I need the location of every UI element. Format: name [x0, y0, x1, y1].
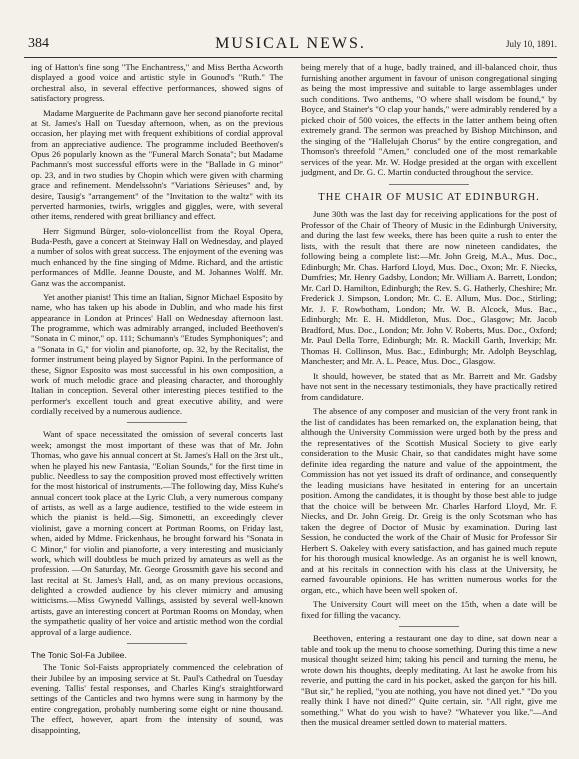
right-column	[301, 62, 557, 732]
section-subheading: The Tonic Sol-Fa Jubilee.	[31, 649, 127, 660]
publication-title: MUSICAL NEWS.	[215, 35, 366, 52]
page-header	[24, 36, 557, 56]
paragraph: The absence of any composer and musician of the very front rank in the list of candidates has been remarked on, the explanation being, that although the University Commission were urged both by the press and the representatives of the Scottish Musical Society to give early consideration to the Music Chair, so that candidates might have some definite idea regarding the nature and value of the appointment, the Commission has not yet issued its draft of ordinance, and consequently the leading musicians have hesitated in entering for an uncertain position. Among the candidates, it is thought by those best able to judge that the choice will be between Mr. Charles Harford Lloyd, Mr. F. Niecks, and Dr. John Greig. Dr. Greig is the only Scotsman who has taken the degree of Doctor of Music by examination. During last Session, he conducted the work of the Chair of Music for Professor Sir Herbert S. Oakeley with every satisfaction, and has gained much repute for his thorough musical knowledge. As an organist he is well known, and at his recitals in connection with his class at the University, he earned favourable opinions. He has written numerous works for the organ, etc., which have been well spoken of.	[301, 406, 557, 595]
paragraph: June 30th was the last day for receiving applications for the post of Professor of the Chair of Theory of Music in the Edinburgh University, and during the last few weeks, there has been quite a rush to enter the lists, with the result that there are now nineteen candidates, the following being a complete list:—Mr. John Greig, M.A., Mus. Doc., Edinburgh; Mr. Chas. Harford Lloyd, Mus. Doc., Oxon; Mr. F. Niecks, Dumfries; Mr. Henry Gadsby, London; Mr. William A. Barrett, London; Mr. Carl D. Hamilton, Edinburgh; the Rev. S. G. Hatherly, Cheshire; Mr. Frederick J. Simpson, London; Mr. C. E. Allum, Mus. Doc., Stirling; Mr. J. F. Rowbotham, London; Mr. W. B. Alcock, Mus. Bac., Edinburgh; Mr. E. H. Middleton, Mus. Doc., Glasgow; Mr. Jacob Bradford, Mus. Doc., London; Mr. John V. Roberts, Mus. Doc., Oxford; Mr. Paul Della Torre, Edinburgh; Mr. R. Mackill Garth, Inverkip; Mr. Thomas H. Collinson, Mus. Bac., Edinburgh; Mr. Adolph Beyschlag, Manchester; and Mr. A. L. Peace, Mus. Doc., Glasgow.	[301, 209, 557, 366]
section-heading: THE CHAIR OF MUSIC AT EDINBURGH.	[318, 191, 540, 203]
paragraph: The Tonic Sol-Faists appropriately commenced the celebration of their Jubilee by an imposing service at St. Paul's Cathedral on Tuesday evening. Tallis' festal responses, and Charles King's straightforward settings of the Canticles and two hymns were sung in harmony by the entire congregation, probably numbering some eight or nine thousand. The effect, however, apart from the intensity of sound, was disappointing,	[31, 662, 283, 735]
page-number: 384	[28, 36, 49, 51]
paragraph: The University Court will meet on the 15th, when a date will be fixed for filling the vacancy.	[301, 599, 557, 620]
paragraph: It should, however, be stated that as Mr. Barrett and Mr. Gadsby have not sent in the necessary testimonials, they have practically retired from candidature.	[301, 370, 557, 402]
paragraph: Beethoven, entering a restaurant one day to dine, sat down near a table and took up the menu to choose something. During this time a new musical thought seized him; taking his pencil and turning the menu, he wrote down his thoughts, deeply meditating. At last he awoke from his reverie, and putting the card in his pocket, asked the garçon for his bill. "But sir," he replied, "you ate nothing, you have not dined yet." "Do you really think I have not dined?" Quite certain, sir. "All right, give me something." What do you wish to have? "Whatever you like."—And then the musical dreamer settled down to material matters.	[301, 633, 557, 727]
divider	[127, 643, 187, 644]
divider	[127, 422, 187, 423]
header-rule	[24, 57, 557, 58]
paragraph: Yet another pianist! This time an Italian, Signor Michael Esposito by name, who has taken up his abode in Dublin, and who made his first appearance in London at Princes' Hall on Wednesday afternoon last. The programme, which was admirably arranged, included Beethoven's "Sonata in C minor," op. 111; Schumann's "Etudes Symphoniques"; and a "Sonata in G," for violin and pianoforte, op. 32, by the Recitalist, the former instrument being played by Signor Papini. In the performance of these, Signor Esposito was most successful in his own composition, a work of much melodic grace and pleasing character, and thoroughly Italian in conception. Several other interesting pieces testified to the performer's excellent touch and great executive ability, and were cordially received by a numerous audience.	[31, 291, 283, 416]
paragraph: being merely that of a huge, badly trained, and ill-balanced choir, thus furnishing another argument in favour of unison congregational singing as being the most impressive and suitable to large assemblages under such conditions. Two anthems, "O where shall wisdom be found," by Boyce, and Stainer's "O clap your hands," were admirably rendered by a picked choir of 500 voices, the effects in the latter anthem being often extremely grand. The sermon was preached by Bishop Mitchinson, and the singing of the "Hallelujah Chorus" by the entire congregation, and Thomson's threefold "Amen," concluded one of the most remarkable services of the year. Mr. W. Hodge presided at the organ with excellent judgment, and Dr. G. C. Martin conducted throughout the service.	[301, 62, 557, 177]
paragraph: Madame Marguerite de Pachmann gave her second pianoforte recital at St. James's Hall on Tuesday afternoon, when, as on the previous occasion, her playing met with frequent exhibitions of cordial approval from an appreciative audience. The programme included Beethoven's Opus 26 popularly known as the "Funeral March Sonata"; but Madame Pachmann's most successful efforts were in the "Ballade in G minor" op. 23, and in two studies by Chopin which were given with charming grace and refinement. Mendelssohn's "Variations Sérieuses" and, by desire, Tausig's "arrangement" of the "Invitation to the waltz" with its perverted harmonies, twirls, wriggles and giggles, were, with several other items, rendered with great brilliancy and effect.	[31, 107, 283, 222]
paragraph: Want of space necessitated the omission of several concerts last week; amongst the most important of these was that of Mr. John Thomas, who gave his annual concert at St. James's Hall on the 3rst ult., when he played his new Fantasia, "Eolian Sounds," for the first time in public. Needless to say the composition proved most effectively written for the most historical of instruments.—The following day, Miss Kuhe's annual concert took place at the Lyric Club, a very numerous company of artists, as well as a large audience, testified to the wide esteem in which the pianist is held.—Sig. Simonetti, an exceedingly clever violinist, gave a morning concert at Portman Rooms, on Friday last, when, aided by Mdme. Frickenhaus, he brought forward his "Sonata in C Minor," for violin and pianoforte, a very interesting and musicianly work, which will doubtless be much prized by amateurs as well as the profession. —On Saturday, Mr. George Grossmith gave his second and last recital at St. James's Hall, and, as on many previous occasions, delighted a crowded audience by his clever mimicry and amusing witticisms.—Miss Gwynedd Vallings, assisted by several well-known artists, gave an interesting concert at Portman Rooms on Monday, when the sympathetic quality of her voice and artistic method won the cordial approval of a large audience.	[31, 429, 283, 637]
left-column	[31, 62, 283, 739]
divider	[399, 626, 459, 627]
issue-date: July 10, 1891.	[505, 39, 557, 49]
divider	[389, 184, 469, 185]
paragraph: ing of Hatton's fine song "The Enchantress," and Miss Bertha Acworth displayed a good voice and artistic style in Gounod's "Ruth." The orchestral also, in several effective performances, showed signs of satisfactory progress.	[31, 62, 283, 104]
paragraph: Herr Sigmund Bürger, solo-violoncellist from the Royal Opera, Buda-Pesth, gave a concert at Steinway Hall on Wednesday, and played a number of solos with great success. The enjoyment of the evening was much enhanced by the fine singing of Mdme. Richard, and the artistic performances of Mdlle. Jeanne Douste, and M. Johannes Wolff. Mr. Ganz was the accompanist.	[31, 225, 283, 288]
